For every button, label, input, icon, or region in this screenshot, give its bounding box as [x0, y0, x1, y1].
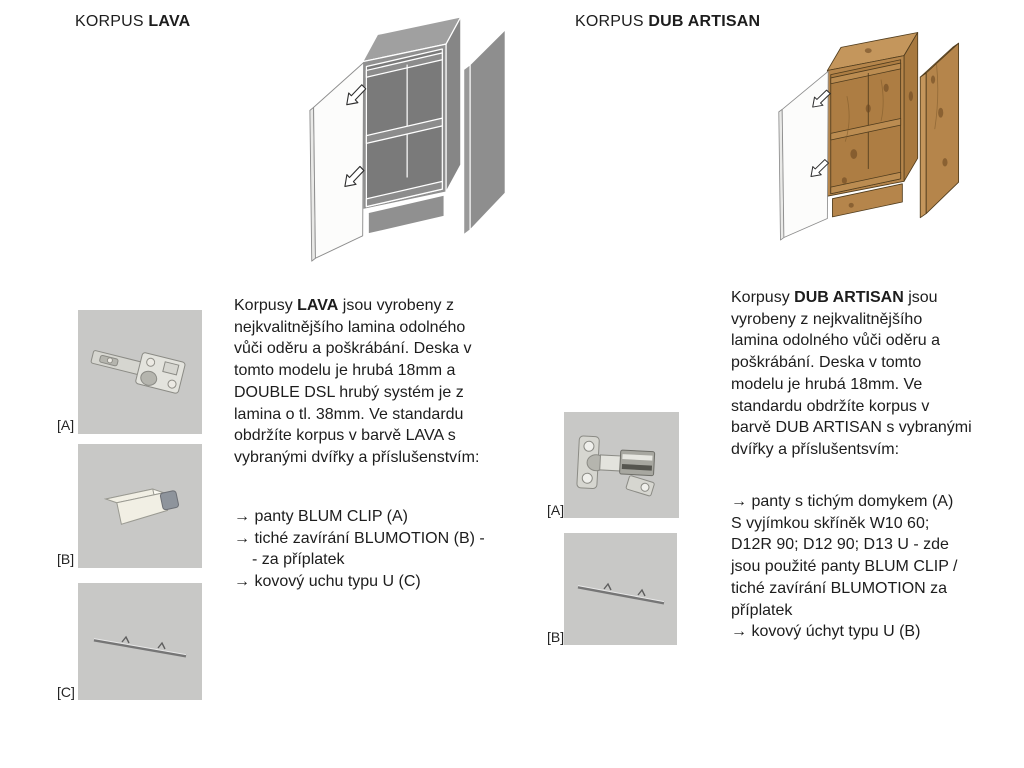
title-bold: DUB ARTISAN — [648, 13, 761, 30]
paragraph-text: Korpusy — [234, 297, 298, 314]
korpus-lava-render — [296, 14, 509, 267]
paragraph-line: barvě DUB ARTISAN s vybranými — [731, 419, 972, 437]
paragraph-line — [731, 287, 972, 309]
paragraph-line: dvířky a příslušentsvím: — [731, 440, 900, 458]
hardware-photo-box-b — [564, 533, 677, 645]
paragraph-line: DOUBLE DSL hrubý systém je z — [234, 383, 464, 401]
lava-description — [234, 295, 479, 469]
hardware-photo-box-c — [78, 583, 202, 700]
paragraph-line: poškrábání. Deska v tomto — [731, 354, 922, 372]
hardware-photo-box-a — [78, 310, 202, 434]
bullet-line: → panty s tichým domykem (A) — [731, 493, 954, 510]
paragraph-text: Korpusy — [731, 289, 795, 306]
bullet-line: → panty BLUM CLIP (A) — [234, 508, 408, 525]
section-title-lava — [75, 13, 190, 31]
blumotion-damper-icon — [78, 444, 202, 568]
hardware-photo-box-a — [564, 412, 679, 518]
blum-clip-hinge-icon — [78, 310, 202, 434]
hardware-label-c: [C] — [57, 684, 75, 700]
hardware-label-a: [A] — [547, 502, 565, 518]
bullet-continuation-line: S vyjímkou skříněk W10 60; — [731, 514, 930, 532]
soft-close-hinge-icon — [564, 412, 679, 518]
paragraph-line: vybranými dvířky a příslušenstvím: — [234, 448, 480, 466]
bullet-line: → tiché zavírání BLUMOTION (B) - — [234, 529, 485, 547]
paragraph-line: standardu obdržíte korpus v — [731, 397, 930, 415]
bullet-continuation-line: jsou použité panty BLUM CLIP / — [731, 558, 958, 576]
paragraph-line: modelu je hrubá 18mm. Ve — [731, 375, 923, 393]
bullet-continuation-line: D12R 90; D12 90; D13 U - zde — [731, 536, 949, 554]
hardware-label-b: [B] — [57, 551, 75, 567]
lava-bullet-list — [234, 506, 485, 593]
bullet-continuation-line: příplatek — [731, 601, 793, 619]
korpus-dub-artisan-render — [766, 30, 962, 245]
paragraph-text: jsou — [903, 289, 938, 306]
paragraph-bold-text: LAVA — [297, 297, 339, 314]
hardware-photo-box-b — [78, 444, 202, 568]
paragraph-line: lamina o tl. 38mm. Ve standardu — [234, 405, 464, 423]
dub-artisan-bullet-list — [731, 491, 958, 643]
dub-artisan-description — [731, 287, 972, 461]
paragraph-line: vůči oděru a poškrábání. Deska v — [234, 340, 472, 358]
paragraph-line: vyrobeny z nejkvalitnějšího — [731, 310, 923, 328]
bullet-continuation-line: tiché zavírání BLUMOTION za — [731, 579, 948, 597]
hardware-label-b: [B] — [547, 629, 565, 645]
bullet-line: → kovový uchu typu U (C) — [234, 573, 421, 591]
hardware-label-a: [A] — [57, 417, 75, 433]
paragraph-line — [234, 295, 479, 317]
paragraph-line: obdržíte korpus v barvě LAVA s — [234, 427, 456, 445]
title-bold: LAVA — [148, 13, 191, 30]
title-normal: KORPUS — [75, 13, 149, 30]
u-handle-icon — [78, 583, 202, 700]
section-title-dub-artisan — [575, 13, 760, 31]
title-normal: KORPUS — [575, 13, 649, 30]
paragraph-line: nejkvalitnějšího lamina odolného — [234, 318, 466, 336]
bullet-line: → kovový úchyt typu U (B) — [731, 623, 921, 641]
paragraph-text: jsou vyrobeny z — [338, 297, 454, 314]
paragraph-line: tomto modelu je hrubá 18mm a — [234, 362, 456, 380]
u-handle-icon — [564, 533, 677, 645]
paragraph-bold-text: DUB ARTISAN — [794, 289, 904, 306]
bullet-continuation-line: - za příplatek — [252, 551, 345, 569]
paragraph-line: lamina odolného vůči oděru a — [731, 332, 941, 350]
